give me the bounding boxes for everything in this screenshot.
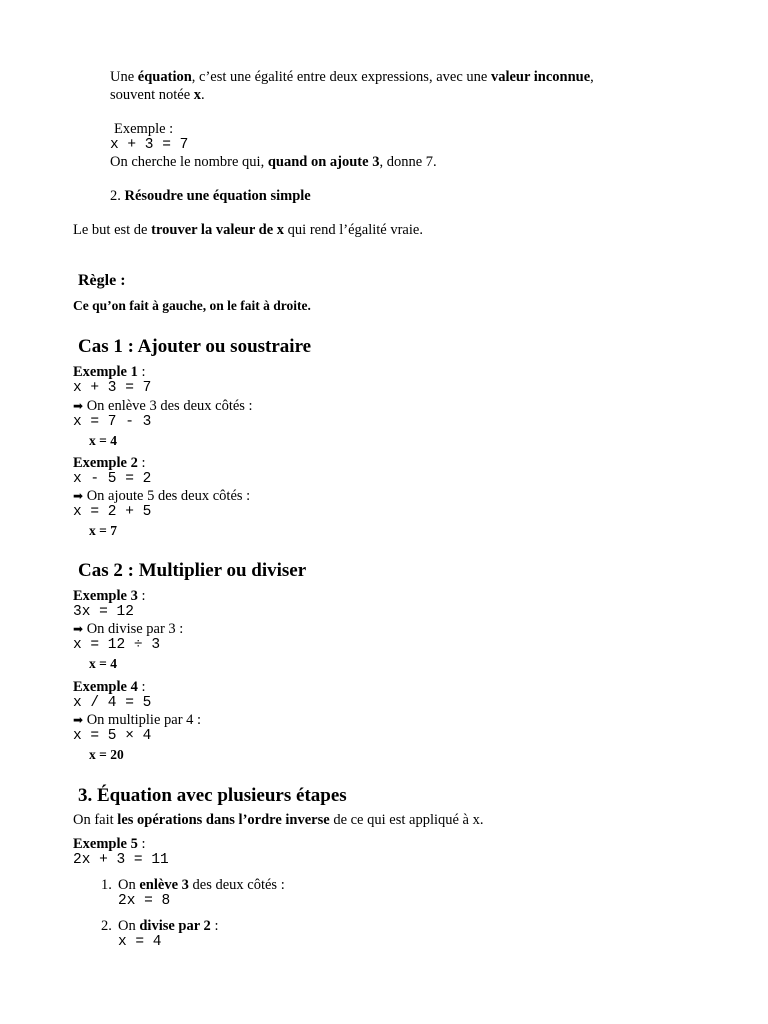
- example-label: Exemple :: [114, 121, 174, 137]
- section-number: 2.: [110, 188, 121, 204]
- step-1-equation: 2x = 8: [118, 893, 171, 909]
- section-3-intro: [73, 812, 484, 829]
- example-4-equation: x / 4 = 5: [73, 695, 152, 711]
- text: On cherche le nombre qui,: [110, 154, 268, 170]
- arrow-right-icon: ➡: [73, 489, 84, 503]
- text: :: [210, 918, 219, 934]
- example-1-label: [73, 364, 146, 381]
- example-5-label: [73, 836, 146, 853]
- rule-heading: Règle :: [78, 272, 126, 289]
- case-2-heading: Cas 2 : Multiplier ou diviser: [78, 560, 307, 581]
- text: On ajoute 5 des deux côtés :: [83, 488, 251, 504]
- example-4-result: x = 20: [89, 747, 124, 762]
- text: ,: [590, 69, 594, 85]
- example-2-label: [73, 455, 146, 472]
- text: des deux côtés :: [188, 877, 285, 893]
- intro-line-1: [110, 69, 594, 86]
- example-equation: x + 3 = 7: [110, 137, 189, 153]
- arrow-right-icon: ➡: [73, 713, 84, 727]
- bold-term: enlève 3: [139, 877, 189, 893]
- example-1-result: x = 4: [89, 433, 117, 448]
- step-1-number: 1.: [101, 877, 112, 893]
- intro-line-2: [110, 87, 205, 104]
- case-1-heading: Cas 1 : Ajouter ou soustraire: [78, 336, 312, 357]
- text: qui rend l’égalité vraie.: [284, 222, 423, 238]
- example-2-calc: x = 2 + 5: [73, 504, 152, 520]
- text: On divise par 3 :: [83, 621, 184, 637]
- example-3-step: [73, 621, 183, 638]
- label: Exemple 4: [73, 679, 138, 695]
- example-4-label: [73, 679, 146, 696]
- example-1-step: [73, 398, 253, 415]
- example-4-calc: x = 5 × 4: [73, 728, 152, 744]
- text: On enlève 3 des deux côtés :: [83, 398, 253, 414]
- text: , donne 7.: [379, 154, 437, 170]
- step-2-text: [118, 918, 218, 935]
- arrow-right-icon: ➡: [73, 399, 84, 413]
- text: de ce qui est appliqué à x.: [329, 812, 484, 828]
- example-4-step: [73, 712, 201, 729]
- bold-term: les opérations dans l’ordre inverse: [117, 812, 330, 828]
- step-1-text: [118, 877, 285, 894]
- text: souvent notée: [110, 87, 194, 103]
- section-2-heading: [110, 188, 311, 205]
- arrow-right-icon: ➡: [73, 622, 84, 636]
- example-3-equation: 3x = 12: [73, 604, 134, 620]
- bold-term: valeur inconnue: [490, 69, 591, 85]
- example-1-equation: x + 3 = 7: [73, 380, 152, 396]
- step-2-number: 2.: [101, 918, 112, 934]
- bold-term: divise par 2: [139, 918, 211, 934]
- rule-text: Ce qu’on fait à gauche, on le fait à droite.: [73, 298, 311, 313]
- text: On: [118, 877, 140, 893]
- text: Une: [110, 69, 138, 85]
- example-5-equation: 2x + 3 = 11: [73, 852, 169, 868]
- text: Le but est de: [73, 222, 152, 238]
- label: Exemple 3: [73, 588, 138, 604]
- text: :: [137, 679, 146, 695]
- text: :: [137, 836, 146, 852]
- label: Exemple 1: [73, 364, 138, 380]
- example-3-result: x = 4: [89, 656, 117, 671]
- bold-term: x: [193, 87, 202, 103]
- example-2-step: [73, 488, 250, 505]
- text: .: [201, 87, 205, 103]
- label: Exemple 2: [73, 455, 138, 471]
- text: :: [137, 588, 146, 604]
- text: :: [137, 455, 146, 471]
- example-1-calc: x = 7 - 3: [73, 414, 152, 430]
- example-3-label: [73, 588, 146, 605]
- example-3-calc: x = 12 ÷ 3: [73, 637, 161, 653]
- example-explanation: [110, 154, 437, 171]
- bold-term: quand on ajoute 3: [267, 154, 380, 170]
- example-2-result: x = 7: [89, 523, 117, 538]
- text: :: [137, 364, 146, 380]
- text: On multiplie par 4 :: [83, 712, 202, 728]
- label: Exemple 5: [73, 836, 138, 852]
- text: On: [118, 918, 140, 934]
- section-3-heading: 3. Équation avec plusieurs étapes: [78, 785, 347, 806]
- section-title: Résoudre une équation simple: [124, 188, 311, 204]
- example-2-equation: x - 5 = 2: [73, 471, 152, 487]
- bold-term: trouver la valeur de x: [151, 222, 285, 238]
- goal-paragraph: [73, 222, 423, 239]
- bold-term: équation: [137, 69, 192, 85]
- text: , c’est une égalité entre deux expressions, avec une: [191, 69, 491, 85]
- step-2-equation: x = 4: [118, 934, 162, 950]
- text: On fait: [73, 812, 118, 828]
